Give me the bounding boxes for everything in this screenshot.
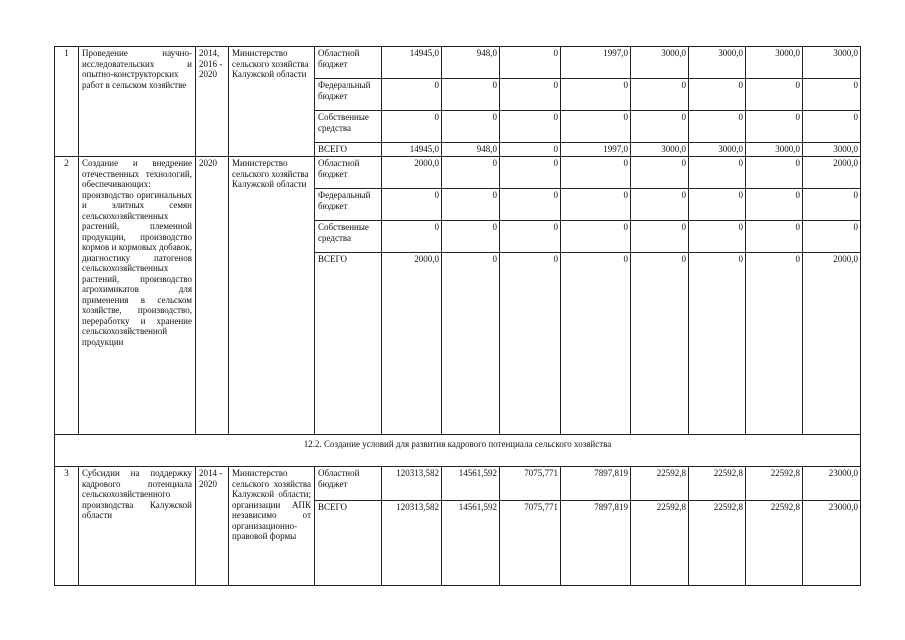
amount-cell: 2000,0 <box>803 253 861 435</box>
amount-cell: 0 <box>561 111 631 143</box>
amount-cell: 22592,8 <box>689 501 746 586</box>
funding-source: ВСЕГО <box>315 253 382 435</box>
amount-cell: 0 <box>382 111 442 143</box>
amount-cell: 948,0 <box>442 47 500 79</box>
amount-cell: 948,0 <box>442 143 500 157</box>
amount-cell: 0 <box>561 221 631 253</box>
amount-cell: 0 <box>500 47 561 79</box>
amount-cell: 0 <box>631 157 689 189</box>
amount-cell: 14945,0 <box>382 47 442 79</box>
amount-cell: 0 <box>500 253 561 435</box>
table-body <box>55 47 861 586</box>
amount-cell: 7075,771 <box>500 467 561 501</box>
amount-cell: 22592,8 <box>746 501 803 586</box>
amount-cell: 14945,0 <box>382 143 442 157</box>
event-years: 2014, 2016 - 2020 <box>196 47 229 157</box>
amount-cell: 0 <box>746 157 803 189</box>
amount-cell: 0 <box>746 79 803 111</box>
amount-cell: 0 <box>500 189 561 221</box>
amount-cell: 0 <box>561 79 631 111</box>
amount-cell: 0 <box>382 221 442 253</box>
event-years: 2020 <box>196 157 229 435</box>
event-executor: Министерство сельского хозяйства Калужской области; организации АПК независимо от организационно-правовой формы <box>229 467 315 586</box>
amount-cell: 3000,0 <box>689 47 746 79</box>
amount-cell: 7897,819 <box>561 501 631 586</box>
funding-source: Областной бюджет <box>315 467 382 501</box>
amount-cell: 0 <box>442 157 500 189</box>
amount-cell: 22592,8 <box>689 467 746 501</box>
table-row <box>55 157 861 189</box>
amount-cell: 22592,8 <box>631 467 689 501</box>
amount-cell: 0 <box>631 189 689 221</box>
amount-cell: 7897,819 <box>561 467 631 501</box>
budget-table <box>54 46 861 586</box>
amount-cell: 0 <box>500 111 561 143</box>
amount-cell: 0 <box>500 221 561 253</box>
amount-cell: 0 <box>746 253 803 435</box>
amount-cell: 0 <box>561 189 631 221</box>
funding-source: Федеральный бюджет <box>315 189 382 221</box>
amount-cell: 0 <box>689 253 746 435</box>
event-executor: Министерство сельского хозяйства Калужской области <box>229 157 315 435</box>
amount-cell: 0 <box>442 111 500 143</box>
amount-cell: 0 <box>746 111 803 143</box>
amount-cell: 0 <box>631 253 689 435</box>
funding-source: ВСЕГО <box>315 501 382 586</box>
table-row <box>55 47 861 79</box>
amount-cell: 0 <box>382 79 442 111</box>
amount-cell: 0 <box>803 189 861 221</box>
funding-source: Областной бюджет <box>315 47 382 79</box>
amount-cell: 0 <box>442 189 500 221</box>
amount-cell: 0 <box>689 189 746 221</box>
amount-cell: 3000,0 <box>631 143 689 157</box>
amount-cell: 0 <box>382 189 442 221</box>
amount-cell: 2000,0 <box>803 157 861 189</box>
amount-cell: 0 <box>689 221 746 253</box>
amount-cell: 0 <box>561 253 631 435</box>
row-number: 1 <box>55 47 79 157</box>
funding-source: Федеральный бюджет <box>315 79 382 111</box>
event-name: Субсидии на поддержку кадрового потенциала сельскохозяйственного производства Калужской области <box>79 467 196 586</box>
row-number: 3 <box>55 467 79 586</box>
amount-cell: 7075,771 <box>500 501 561 586</box>
event-name: Проведение научно-исследовательских и опытно-конструкторских работ в сельском хозяйстве <box>79 47 196 157</box>
amount-cell: 22592,8 <box>631 501 689 586</box>
amount-cell: 3000,0 <box>803 47 861 79</box>
amount-cell: 23000,0 <box>803 501 861 586</box>
amount-cell: 0 <box>500 157 561 189</box>
row-number: 2 <box>55 157 79 435</box>
amount-cell: 23000,0 <box>803 467 861 501</box>
amount-cell: 0 <box>561 157 631 189</box>
amount-cell: 0 <box>442 221 500 253</box>
amount-cell: 0 <box>500 79 561 111</box>
amount-cell: 2000,0 <box>382 157 442 189</box>
amount-cell: 0 <box>631 221 689 253</box>
amount-cell: 0 <box>746 221 803 253</box>
amount-cell: 22592,8 <box>746 467 803 501</box>
table-row <box>55 435 861 467</box>
amount-cell: 3000,0 <box>631 47 689 79</box>
amount-cell: 3000,0 <box>746 143 803 157</box>
amount-cell: 3000,0 <box>746 47 803 79</box>
funding-source: Собственные средства <box>315 111 382 143</box>
amount-cell: 1997,0 <box>561 143 631 157</box>
amount-cell: 0 <box>631 79 689 111</box>
amount-cell: 0 <box>746 189 803 221</box>
amount-cell: 0 <box>803 221 861 253</box>
amount-cell: 14561,592 <box>442 467 500 501</box>
amount-cell: 0 <box>689 111 746 143</box>
funding-source: Областной бюджет <box>315 157 382 189</box>
amount-cell: 0 <box>631 111 689 143</box>
amount-cell: 0 <box>803 111 861 143</box>
table-row <box>55 467 861 501</box>
event-years: 2014 - 2020 <box>196 467 229 586</box>
amount-cell: 3000,0 <box>803 143 861 157</box>
amount-cell: 0 <box>689 157 746 189</box>
amount-cell: 0 <box>500 143 561 157</box>
amount-cell: 14561,592 <box>442 501 500 586</box>
event-executor: Министерство сельского хозяйства Калужской области <box>229 47 315 157</box>
amount-cell: 2000,0 <box>382 253 442 435</box>
amount-cell: 0 <box>689 79 746 111</box>
section-title: 12.2. Создание условий для развития кадрового потенциала сельского хозяйства <box>55 435 861 467</box>
amount-cell: 0 <box>803 79 861 111</box>
funding-source: Собственные средства <box>315 221 382 253</box>
amount-cell: 0 <box>442 253 500 435</box>
funding-source: ВСЕГО <box>315 143 382 157</box>
amount-cell: 3000,0 <box>689 143 746 157</box>
amount-cell: 1997,0 <box>561 47 631 79</box>
amount-cell: 120313,582 <box>382 467 442 501</box>
amount-cell: 120313,582 <box>382 501 442 586</box>
amount-cell: 0 <box>442 79 500 111</box>
event-name: Создание и внедрение отечественных технологий, обеспечивающих: производство оригинальных и элитных семян сельскохозяйственных растений, племенной продукции, производство кормов и кормовых добавок, диагностику патогенов сельскохозяйственных растений, производство агрохимикатов для применения в сельском хозяйстве, производство, переработку и хранение сельскохозяйственной продукции <box>79 157 196 435</box>
